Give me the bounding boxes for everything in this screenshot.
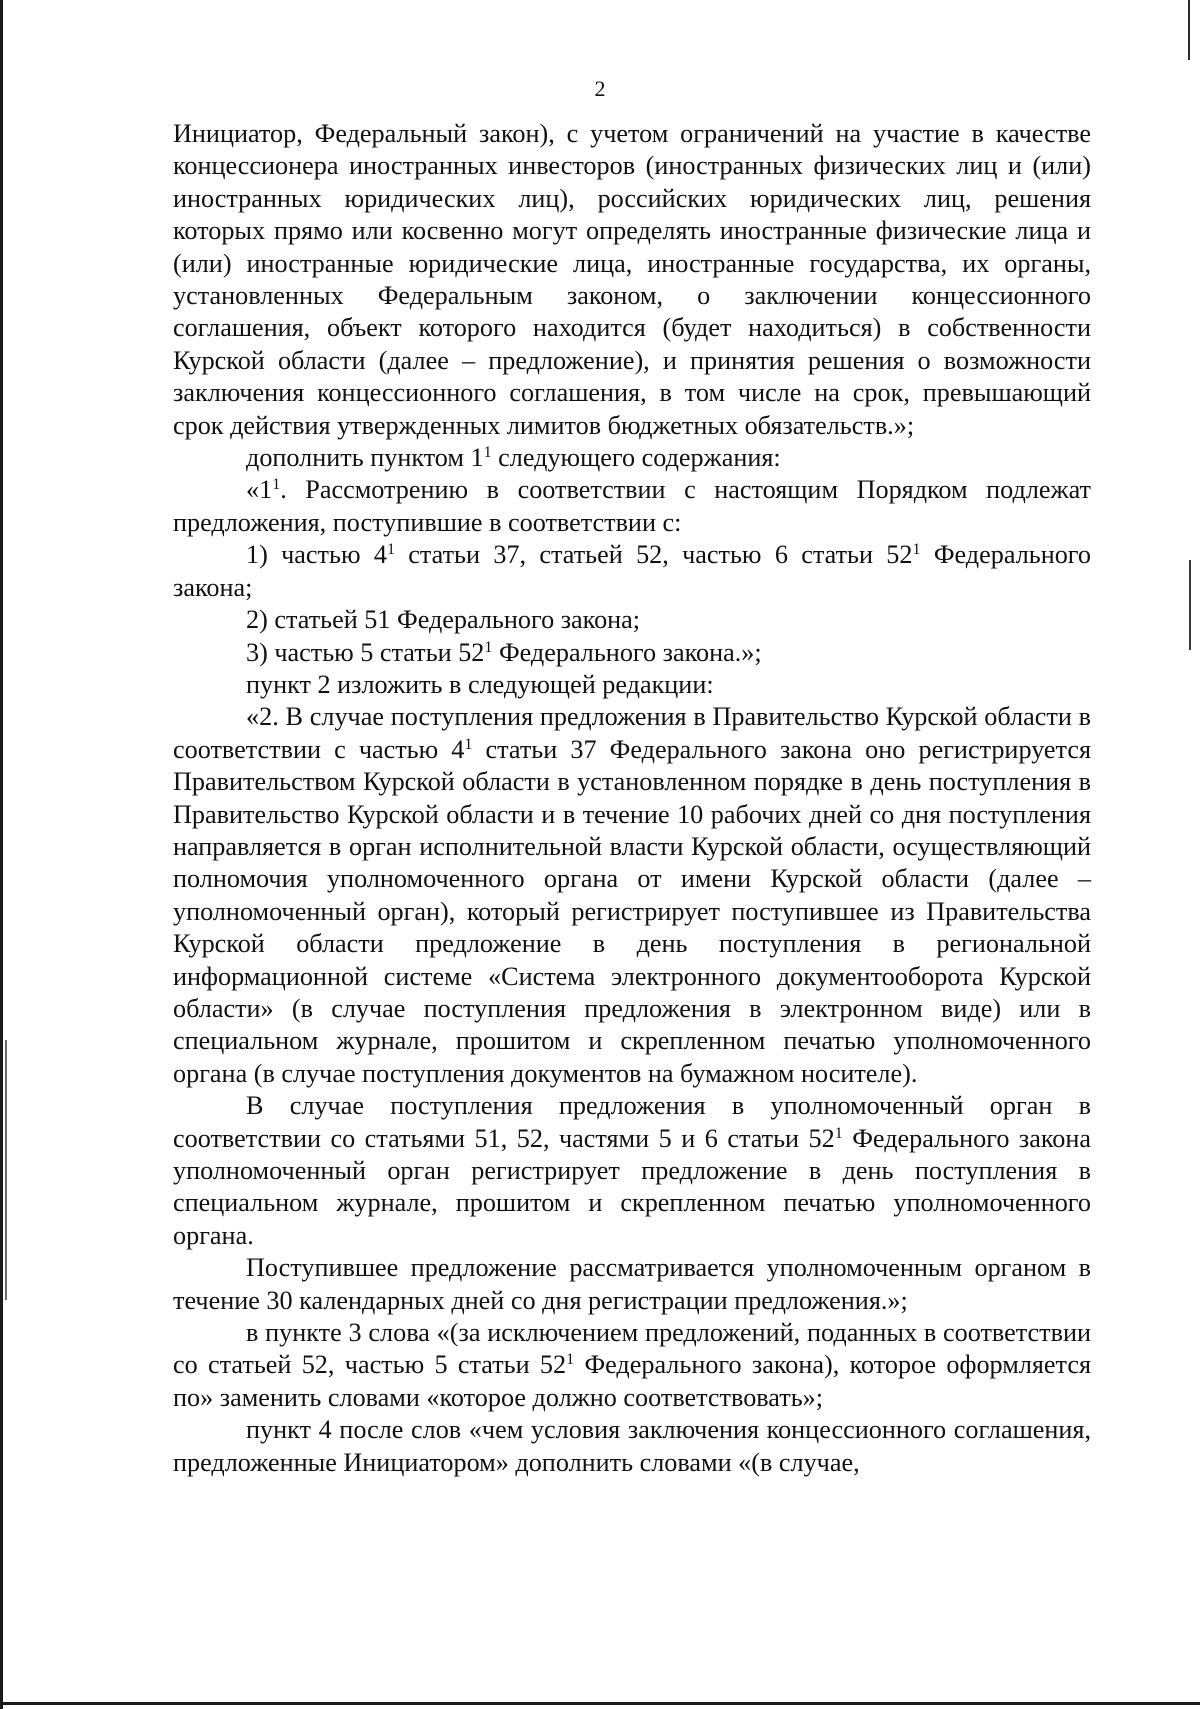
- paragraph-text: Федерального закона.»;: [492, 637, 762, 667]
- paragraph-4: [173, 539, 1091, 604]
- superscript: 1: [566, 1351, 575, 1369]
- scan-mark-top-right: [1188, 0, 1190, 60]
- paragraph-2: [173, 442, 1091, 474]
- paragraph-11: [173, 1317, 1091, 1414]
- paragraph-text: в пункте 3 слова «(за исключением предложений, поданных в соответствии со статьей 52, частью 5 статьи 52: [173, 1318, 1091, 1380]
- paragraph-6: [173, 637, 1091, 669]
- paragraph-8: [173, 701, 1091, 1090]
- paragraph-text: статьи 37, статьей 52, частью 6 статьи 52: [394, 540, 913, 570]
- paragraph-text: В случае поступления предложения в уполномоченный орган в соответствии со статьями 51, 52, частями 5 и 6 статьи 52: [173, 1091, 1091, 1153]
- paragraph-text: 3) частью 5 статьи 52: [246, 637, 485, 667]
- paragraph-7: [173, 669, 1091, 701]
- superscript: 1: [484, 638, 493, 656]
- paragraph-text: пункт 2 изложить в следующей редакции:: [246, 669, 714, 699]
- superscript: 1: [386, 541, 395, 559]
- paragraph-text: Инициатор, Федеральный закон), с учетом ограничений на участие в качестве концессионера иностранных инвесторов (иностранных физических лиц и (или) иностранных юридических лиц), российских юридических лиц, решения которых прямо или косвенно могут определять иностранные физические лица и (или) иностранные юридические лица, иностранные государства, их органы, установленных Федеральным законом, о заключении концессионного соглашения, объект которого находится (будет находиться) в собственности Курской области (далее – предложение), и принятия решения о возможности заключения концессионного соглашения, в том числе на срок, превышающий срок действия утвержденных лимитов бюджетных обязательств.»;: [173, 119, 1091, 440]
- paragraph-text: следующего содержания:: [491, 443, 781, 473]
- superscript: 1: [483, 444, 492, 462]
- document-body: [173, 118, 1091, 1479]
- paragraph-text: дополнить пунктом 1: [246, 443, 484, 473]
- scan-edge-bottom: [0, 1702, 1200, 1705]
- paragraph-9: [173, 1090, 1091, 1252]
- paragraph-12: [173, 1414, 1091, 1479]
- scan-mark-right: [1189, 560, 1191, 650]
- superscript: 1: [464, 735, 473, 753]
- paragraph-text: «2. В случае поступления предложения в Правительство Курской области в соответствии с частью 4: [173, 702, 1091, 764]
- superscript: 1: [834, 1124, 843, 1142]
- paragraph-text: 1) частью 4: [246, 540, 387, 570]
- paragraph-1: [173, 118, 1091, 442]
- paragraph-text: «1: [246, 475, 273, 505]
- scan-mark-left: [5, 1040, 7, 1300]
- paragraph-text: Федерального закона;: [173, 540, 1091, 602]
- paragraph-3: [173, 474, 1091, 539]
- paragraph-text: 2) статьей 51 Федерального закона;: [246, 605, 641, 635]
- scan-edge-left: [0, 0, 3, 1709]
- superscript: 1: [272, 476, 281, 494]
- paragraph-10: [173, 1252, 1091, 1317]
- paragraph-text: Федерального закона), которое оформляется по» заменить словами «которое должно соответствовать»;: [173, 1350, 1091, 1412]
- page-number: 2: [594, 76, 606, 101]
- paragraph-text: статьи 37 Федерального закона оно регистрируется Правительством Курской области в установленном порядке в день поступления в Правительство Курской области и в течение 10 рабочих дней со дня поступления направляется в орган исполнительной власти Курской области, осуществляющий полномочия уполномоченного органа от имени Курской области (далее – уполномоченный орган), который регистрирует поступившее из Правительства Курской области предложение в день поступления в региональной информационной системе «Система электронного документооборота Курской области» (в случае поступления предложения в электронном виде) или в специальном журнале, прошитом и скрепленном печатью уполномоченного органа (в случае поступления документов на бумажном носителе).: [173, 734, 1091, 1088]
- paragraph-text: Федерального закона уполномоченный орган регистрирует предложение в день поступления в специальном журнале, прошитом и скрепленном печатью уполномоченного органа.: [173, 1123, 1091, 1250]
- paragraph-text: . Рассмотрению в соответствии с настоящим Порядком подлежат предложения, поступившие в соответствии с:: [173, 475, 1091, 537]
- paragraph-5: [173, 604, 1091, 636]
- superscript: 1: [912, 541, 921, 559]
- paragraph-text: пункт 4 после слов «чем условия заключения концессионного соглашения, предложенные Инициатором» дополнить словами «(в случае,: [173, 1415, 1091, 1477]
- paragraph-text: Поступившее предложение рассматривается уполномоченным органом в течение 30 календарных дней со дня регистрации предложения.»;: [173, 1253, 1091, 1315]
